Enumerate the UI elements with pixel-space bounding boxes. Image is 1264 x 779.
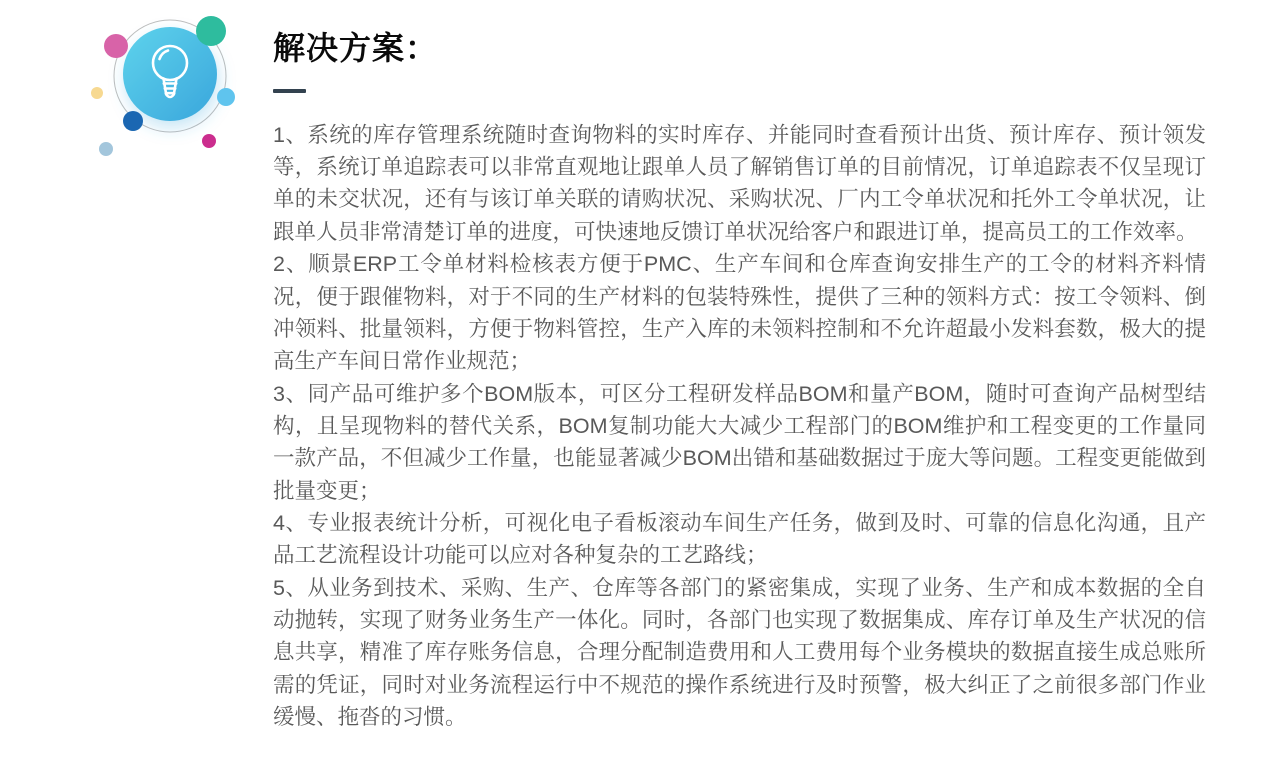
- dot-magenta: [202, 134, 216, 148]
- dot-light-blue: [217, 88, 235, 106]
- dot-dark-blue: [123, 111, 143, 131]
- solution-description: [273, 119, 1206, 734]
- solution-paragraph-5: 5、从业务到技术、采购、生产、仓库等各部门的紧密集成，实现了业务、生产和成本数据的全自动抛转，实现了财务业务生产一体化。同时，各部门也实现了数据集成、库存订单及生产状况的信息共享，精准了库存账务信息，合理分配制造费用和人工费用每个业务模块的数据直接生成总账所需的凭证，同时对业务流程运行中不规范的操作系统进行及时预警，极大纠正了之前很多部门作业缓慢、拖沓的习惯。: [273, 575, 1206, 729]
- solution-paragraph-2: 2、顺景ERP工令单材料检核表方便于PMC、生产车间和仓库查询安排生产的工令的材料齐料情况，便于跟催物料，对于不同的生产材料的包装特殊性，提供了三种的领料方式：按工令领料、倒冲领料、批量领料，方便于物料管控，生产入库的未领料控制和不允许超最小发料套数，极大的提高生产车间日常作业规范；: [273, 252, 1206, 374]
- page-title: 解决方案：: [273, 30, 439, 66]
- solution-paragraph-1: 1、系统的库存管理系统随时查询物料的实时库存、并能同时查看预计出货、预计库存、预计领发等，系统订单追踪表可以非常直观地让跟单人员了解销售订单的目前情况，订单追踪表不仅呈现订单的未交状况，还有与该订单关联的请购状况、采购状况、厂内工令单状况和托外工令单状况，让跟单人员非常清楚订单的进度，可快速地反馈订单状况给客户和跟进订单，提高员工的工作效率。: [273, 122, 1206, 244]
- dot-teal: [196, 16, 226, 46]
- title-underline: [273, 89, 306, 93]
- dot-pink: [104, 34, 128, 58]
- solution-section: [273, 30, 1206, 733]
- dot-steel-blue: [99, 142, 113, 156]
- solution-paragraph-3: 3、同产品可维护多个BOM版本，可区分工程研发样品BOM和量产BOM，随时可查询产品树型结构，且呈现物料的替代关系，BOM复制功能大大减少工程部门的BOM维护和工程变更的工作量同一款产品，不但减少工作量，也能显著减少BOM出错和基础数据过于庞大等问题。工程变更能做到批量变更；: [273, 381, 1206, 503]
- lightbulb-icon: [85, 5, 245, 170]
- solution-paragraph-4: 4、专业报表统计分析，可视化电子看板滚动车间生产任务，做到及时、可靠的信息化沟通，且产品工艺流程设计功能可以应对各种复杂的工艺路线；: [273, 510, 1206, 568]
- dot-yellow: [91, 87, 103, 99]
- decorative-icon-cluster: [85, 5, 245, 170]
